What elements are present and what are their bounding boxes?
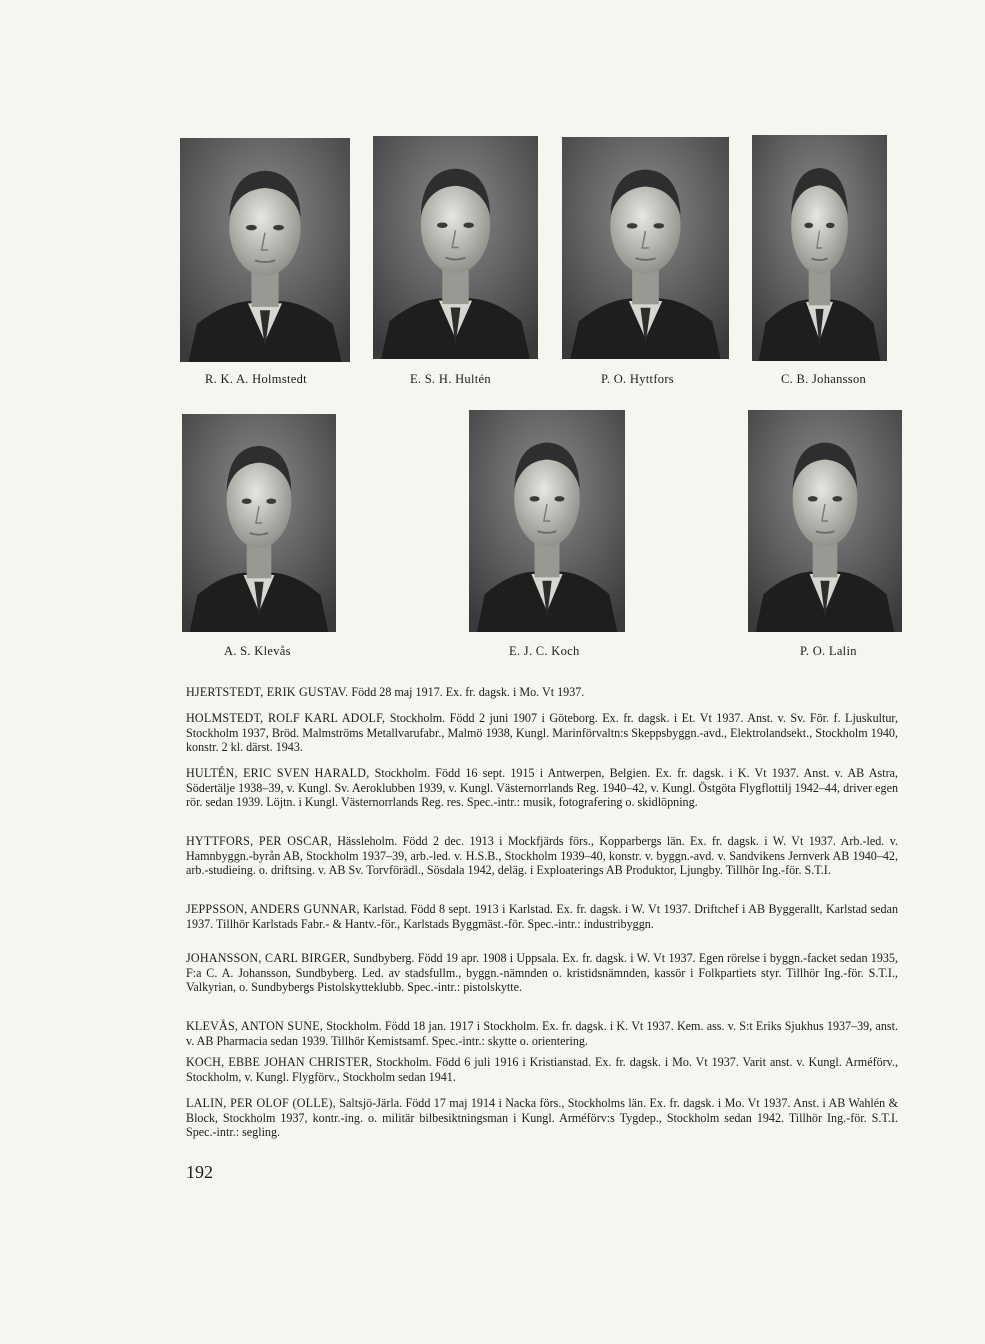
bio-text: Hässleholm. Född 2 dec. 1913 i Mockfjärds förs., Kopparbergs län. Ex. fr. dagsk. i W. Vt 1937. Arb.-led. v. Hamnbyggn.-byrån AB, Stockholm 1937–39, arb.-led. v. H.S.B., Stockholm 1939–40, konstr. v. byggn.-avd. v. Sandvikens Jernverk AB 1940–42, arb.-studieing. o. driftsing. v. AB Sv. Torvförädl., Sösdala 1942, deläg. i Exploaterings AB Produktor, Ljungby. Tillhör Ing.-för. S.T.I. bbox=[186, 834, 898, 878]
bio-name: KLEVÅS, ANTON SUNE, bbox=[186, 1019, 324, 1033]
portrait-caption: P. O. Lalin bbox=[800, 644, 857, 658]
bio-entry bbox=[186, 766, 898, 810]
bio-name: HJERTSTEDT, ERIK GUSTAV. bbox=[186, 685, 349, 699]
portrait-caption: R. K. A. Holmstedt bbox=[205, 372, 307, 386]
bio-entry bbox=[186, 951, 898, 995]
bio-text: Stockholm. Född 2 juni 1907 i Göteborg. Ex. fr. dagsk. i Et. Vt 1937. Anst. v. Sv. För. f. Ljuskultur, Stockholm 1937, Bröd. Malmströms Metallvarufabr., Malmö 1938, Kungl. Marinförvaltn:s Skeppsbyggn.-avd., Elektrolandsekt., Stockholm 1940, konstr. 2 kl. därst. 1943. bbox=[186, 711, 898, 755]
portrait-caption: C. B. Johansson bbox=[781, 372, 867, 386]
bio-text: Stockholm. Född 16 sept. 1915 i Antwerpen, Belgien. Ex. fr. dagsk. i K. Vt 1937. Anst. v. AB Astra, Södertälje 1938–39, v. Kungl. Sv. Aeroklubben 1939, v. Kungl. Västernorrlands Reg. 1940–42, v. Kungl. Östgöta Flygflottilj 1942–44, driver egen rör. sedan 1939. Löjtn. i Kungl. Västernorrlands Reg. res. Spec.-intr.: musik, fotografering o. skidlöpning. bbox=[186, 766, 899, 810]
bio-name: LALIN, PER OLOF (OLLE), bbox=[186, 1096, 336, 1110]
portrait-photo-icon bbox=[562, 137, 729, 359]
bio-entry bbox=[186, 902, 898, 931]
bio-name: KOCH, EBBE JOHAN CHRISTER, bbox=[186, 1055, 373, 1069]
page-number: 192 bbox=[186, 1162, 213, 1182]
bio-text: Stockholm. Född 18 jan. 1917 i Stockholm. Ex. fr. dagsk. i K. Vt 1937. Kem. ass. v. S:t Eriks Sjukhus 1937–39, anst. v. AB Pharmacia sedan 1939. Tillhör Kemistsamf. Spec.-intr.: skytte o. orientering. bbox=[186, 1019, 898, 1048]
portrait-photo-hulten bbox=[373, 136, 538, 359]
bio-name: JOHANSSON, CARL BIRGER, bbox=[186, 951, 350, 965]
bio-text: Karlstad. Född 8 sept. 1913 i Karlstad. Ex. fr. dagsk. i W. Vt 1937. Driftchef i AB Byggerallt, Karlstad sedan 1937. Tillhör Karlstads Fabr.- & Hantv.-för., Karlstads Byggmäst.-för. Spec.-intr.: industribyggn. bbox=[186, 902, 899, 931]
portrait-photo-lalin bbox=[748, 410, 902, 632]
bio-text: Stockholm. Född 6 juli 1916 i Kristianstad. Ex. fr. dagsk. i Mo. Vt 1937. Varit anst. v. Kungl. Arméförv., Stockholm, v. Kungl. Flygförv., Stockholm sedan 1941. bbox=[186, 1055, 898, 1084]
portrait-caption: P. O. Hyttfors bbox=[601, 372, 674, 386]
portrait-photo-icon bbox=[469, 410, 625, 632]
bio-entry bbox=[186, 685, 898, 700]
portrait-photo-koch bbox=[469, 410, 625, 632]
bio-text: Saltsjö-Järla. Född 17 maj 1914 i Nacka förs., Stockholms län. Ex. fr. dagsk. i Mo. Vt 1937. Anst. i AB Wahlén & Block, Stockholm 1937, kontr.-ing. o. militär bilbesiktningsman i Kungl. Arméförv:s Tygdep., Stockholm sedan 1942. Tillhör Ing.-för. S.T.I. Spec.-intr.: segling. bbox=[186, 1096, 898, 1140]
bio-entry bbox=[186, 1055, 898, 1084]
bio-name: HULTÉN, ERIC SVEN HARALD, bbox=[186, 766, 370, 780]
bio-name: HYTTFORS, PER OSCAR, bbox=[186, 834, 332, 848]
portrait-photo-icon bbox=[182, 414, 336, 632]
bio-entry bbox=[186, 1096, 898, 1140]
portrait-caption: E. S. H. Hultén bbox=[410, 372, 491, 386]
portrait-photo-icon bbox=[752, 135, 887, 361]
bio-name: JEPPSSON, ANDERS GUNNAR, bbox=[186, 902, 360, 916]
bio-text: Född 28 maj 1917. Ex. fr. dagsk. i Mo. Vt 1937. bbox=[351, 685, 585, 699]
portrait-photo-johansson bbox=[752, 135, 887, 361]
bio-entry bbox=[186, 711, 898, 755]
portrait-caption: E. J. C. Koch bbox=[509, 644, 580, 658]
portrait-caption: A. S. Klevås bbox=[224, 644, 291, 658]
portrait-photo-icon bbox=[180, 138, 350, 362]
portrait-photo-klevas bbox=[182, 414, 336, 632]
bio-text: Sundbyberg. Född 19 apr. 1908 i Uppsala. Ex. fr. dagsk. i W. Vt 1937. Egen rörelse i byggn.-facket sedan 1935, F:a C. A. Johansson, Sundbyberg. Led. av stadsfullm., byggn.-nämnden o. kristidsnämnden, kassör i Folkpartiets styr. Tillhör Ing.-för. S.T.I., Valkyrian, o. Sundbybergs Pistolskytteklubb. Spec.-intr.: pistolskytte. bbox=[186, 951, 898, 995]
bio-entry bbox=[186, 1019, 898, 1048]
bio-entry bbox=[186, 834, 898, 878]
bio-name: HOLMSTEDT, ROLF KARL ADOLF, bbox=[186, 711, 386, 725]
portrait-photo-icon bbox=[373, 136, 538, 359]
portrait-photo-hyttfors bbox=[562, 137, 729, 359]
portrait-photo-holmstedt bbox=[180, 138, 350, 362]
portrait-photo-icon bbox=[748, 410, 902, 632]
